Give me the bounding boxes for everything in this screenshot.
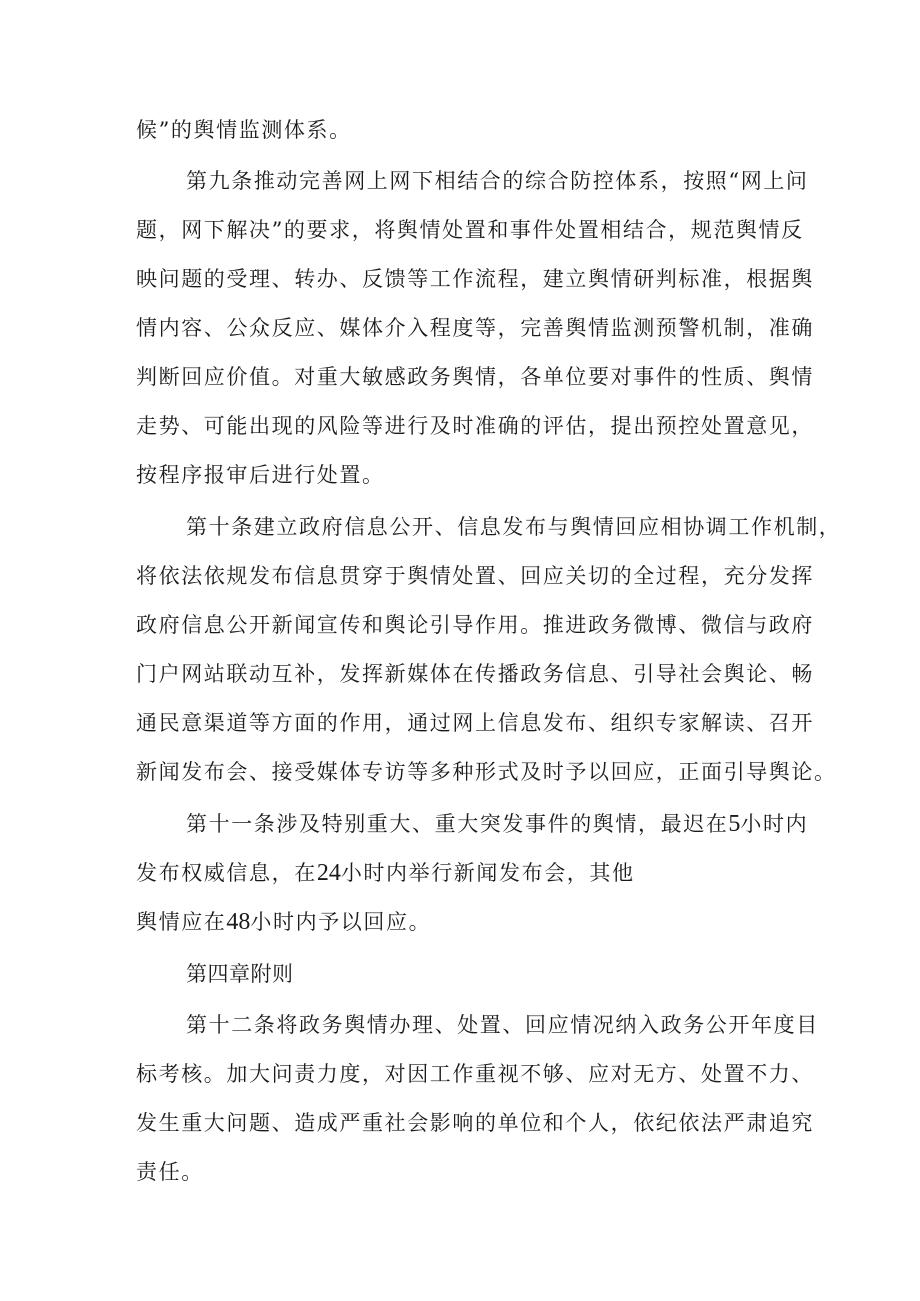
article-12-line: 责任。	[136, 1160, 204, 1184]
text-segment: 发布权威信息，在	[136, 861, 317, 885]
chapter-heading: 第四章附则	[186, 962, 294, 986]
article-12-line: 发生重大问题、造成严重社会影响的单位和个人，依纪依法严肃追究	[136, 1111, 814, 1135]
article-11-line	[136, 855, 796, 891]
text-segment: 小时内举行新闻发布会，其他	[340, 861, 635, 885]
article-11-line	[136, 904, 796, 940]
article-9-line: 第九条推动完善网上网下相结合的综合防控体系，按照“网上问	[186, 169, 809, 193]
article-9-line: 判断回应价值。对重大敏感政务舆情，各单位要对事件的性质、舆情	[136, 365, 814, 389]
text-segment: 小时内予以回应。	[250, 910, 432, 934]
article-9-line: 按程序报审后进行处置。	[136, 463, 385, 487]
article-9-line: 题，网下解决”的要求，将舆情处置和事件处置相结合，规范舆情反	[136, 218, 804, 242]
article-10-line: 门户网站联动互补，发挥新媒体在传播政务信息、引导社会舆论、畅	[136, 662, 814, 686]
article-12-line: 第十二条将政务舆情办理、处置、回应情况纳入政务公开年度目	[186, 1013, 819, 1037]
article-10-line: 通民意渠道等方面的作用，通过网上信息发布、组织专家解读、召开	[136, 711, 814, 735]
text-segment: 舆情应在	[136, 910, 227, 934]
article-10-line: 将依法依规发布信息贯穿于舆情处置、回应关切的全过程，充分发挥	[136, 564, 814, 588]
article-9-line: 情内容、公众反应、媒体介入程度等，完善舆情监测预警机制，准确	[136, 316, 814, 340]
text-segment: 第十一条涉及特别重大、重大突发事件的舆情，最迟在	[186, 812, 729, 836]
article-9-line: 映问题的受理、转办、反馈等工作流程，建立舆情研判标准，根据舆	[136, 267, 814, 291]
hour-number: 24	[316, 860, 341, 886]
article-9-line: 走势、可能出现的风险等进行及时准确的评估，提出预控处置意见，	[136, 414, 814, 438]
text-line: 候”的舆情监测体系。	[136, 118, 352, 142]
hour-number: 5	[728, 811, 741, 837]
article-11-line	[186, 806, 809, 842]
article-10-line: 新闻发布会、接受媒体专访等多种形式及时予以回应，正面引导舆论。	[136, 760, 837, 784]
text-segment: 小时内	[740, 812, 809, 836]
article-12-line: 标考核。加大问责力度，对因工作重视不够、应对无方、处置不力、	[136, 1062, 814, 1086]
article-10-line: 第十条建立政府信息公开、信息发布与舆情回应相协调工作机制，	[186, 515, 842, 539]
article-10-line: 政府信息公开新闻宣传和舆论引导作用。推进政务微博、微信与政府	[136, 613, 814, 637]
hour-number: 48	[226, 909, 251, 935]
